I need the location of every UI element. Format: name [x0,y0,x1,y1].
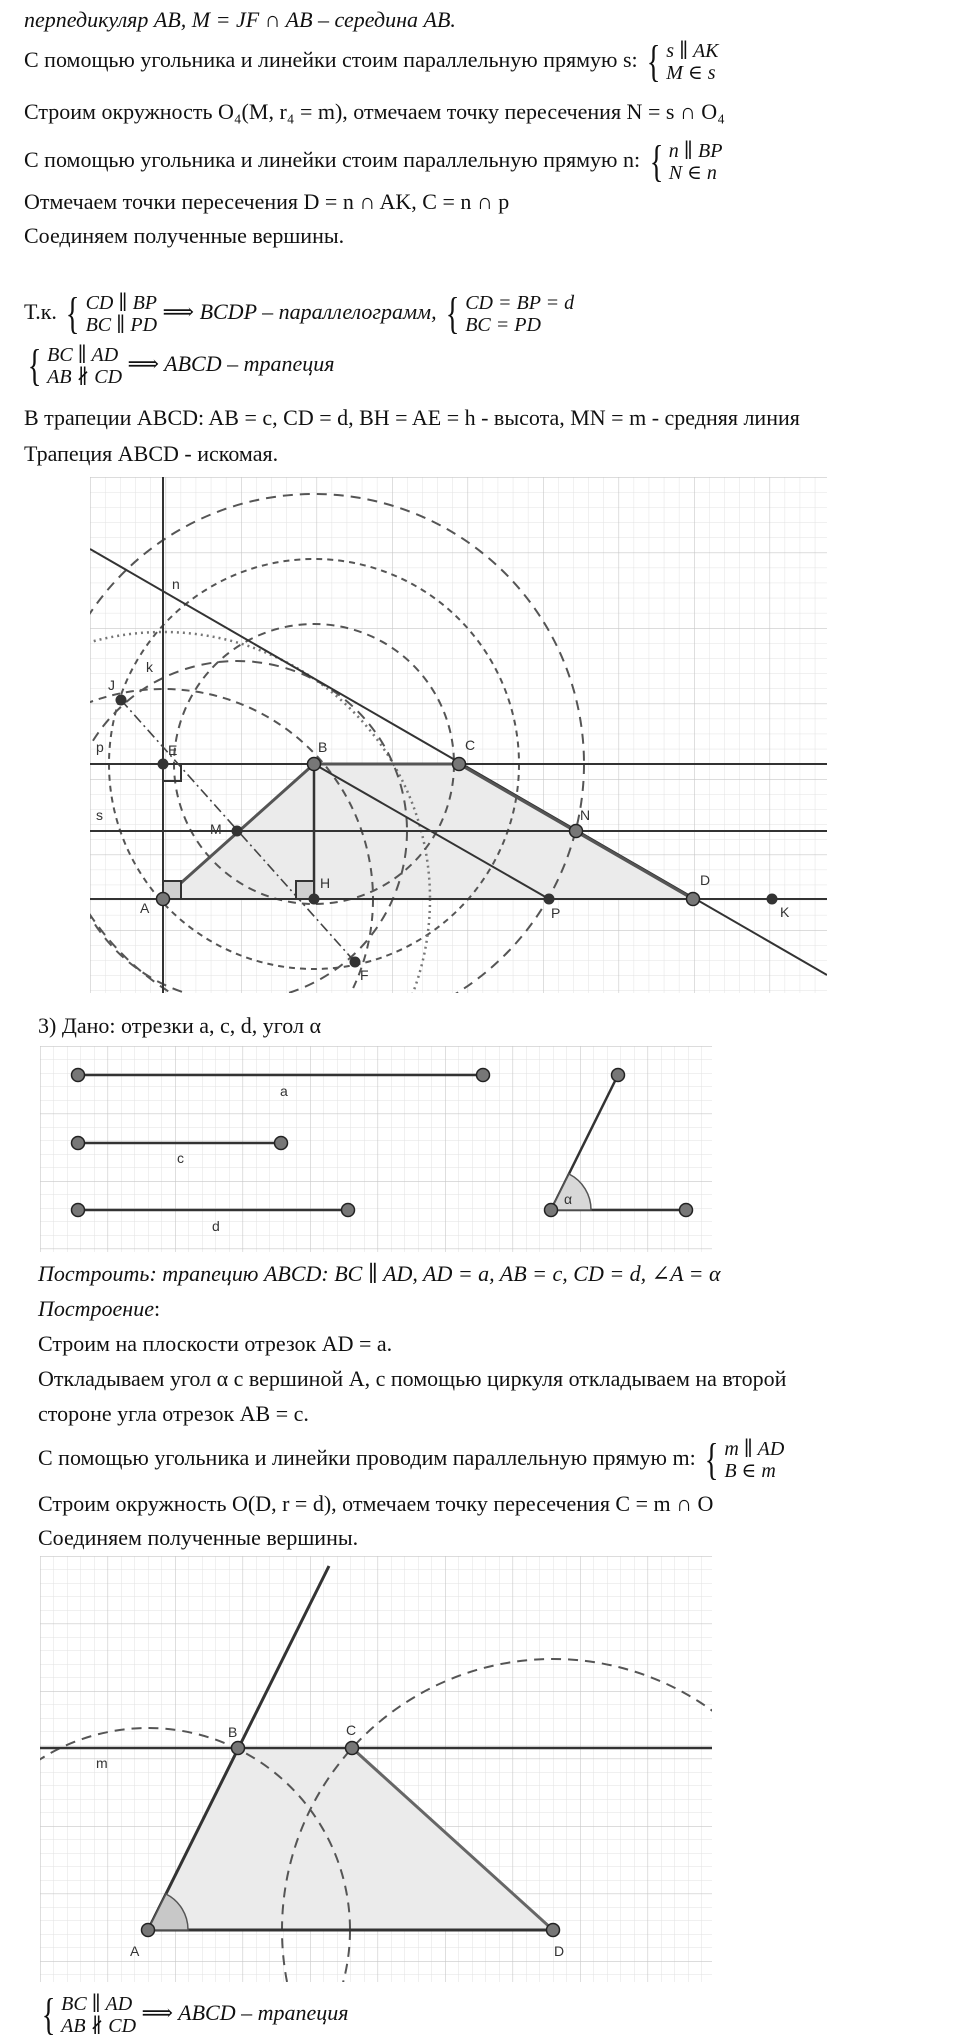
text-line-sought: Трапеция ABCD - искомая. [24,441,279,466]
build-text: : трапецию ABCD: BC ∥ AD, AD = a, AB = c, CD = d, ∠A = α [149,1261,721,1286]
text-line-intersections: Отмечаем точки пересечения D = n ∩ AK, C = n ∩ p [24,189,510,214]
text-line-perpendicular: перпедикуляр AB, M = JF ∩ AB – середина AB. [24,7,456,32]
text-step2a: Откладываем угол α с вершиной A, с помощью циркуля откладываем на второй [38,1366,787,1391]
label-j: J [108,677,115,693]
text-construction-label [38,1295,160,1323]
point-h [309,894,320,905]
label-m: M [210,821,222,837]
label-n: n [172,576,180,592]
point-d [687,893,700,906]
system-row: m ∥ AD [724,1438,785,1460]
text-line-parallel-s [24,37,719,86]
label-k-point: K [780,904,790,920]
system-row: AB ∦ CD [61,2015,137,2037]
label-f: F [360,967,369,983]
system-row: BC ∥ AD [61,1993,133,2015]
system-n: { n ∥ BP N ∈ n [649,137,723,186]
system-row: M ∈ s [666,62,716,84]
point-n [570,825,583,838]
text-step1: Строим на плоскости отрезок AD = a. [38,1331,393,1356]
label-c-2: C [346,1722,357,1738]
system-row: CD ∥ BP [85,292,158,314]
label-a: A [140,900,150,916]
system-row: BC ∥ PD [85,314,158,336]
text-step3 [38,1435,785,1484]
text-given: 3) Дано: отрезки a, c, d, угол α [38,1013,321,1038]
tk-mid: ⟹ BCDP – параллелограмм, [162,299,437,325]
system-row: BC = PD [465,314,541,336]
label-b: B [318,739,328,755]
point-d [547,1924,560,1937]
label-p-point: P [551,905,561,921]
step3-text: С помощью угольника и линейки проводим параллельную прямую m: [38,1445,696,1471]
construction-label: Построение [38,1296,154,1321]
point-f [350,957,361,968]
point-a [157,893,170,906]
point-m [232,826,243,837]
text-line-circle-o4: Строим окружность O₄(M, r₄ = m), отмечаем точку пересечения N = s ∩ O₄ [24,99,725,124]
label-n-point: N [580,807,591,823]
label-a-2: A [130,1943,140,1959]
label-s: s [96,807,103,823]
system-tk1: { CD ∥ BP BC ∥ PD [66,289,158,338]
system-row: CD = BP = d [465,292,575,314]
text-line-trapezoid [24,341,335,390]
label-p: p [96,739,104,755]
parallel-n-text: С помощью угольника и линейки стоим параллельную прямую n: [24,147,641,173]
label-h: H [320,875,331,891]
system-row: n ∥ BP [668,140,723,162]
label-c: C [465,737,476,753]
text-line-tk [24,289,575,338]
point-p [544,894,555,905]
label-segment-d: d [212,1218,220,1234]
label-angle-alpha: α [564,1191,573,1207]
point-j [116,695,127,706]
point-b [308,758,321,771]
text-line-parallel-n [24,137,723,186]
label-b-2: B [228,1724,238,1740]
text-step5: Соединяем полученные вершины. [38,1525,359,1550]
build-label: Построить [38,1261,150,1286]
point-b [232,1742,245,1755]
system-row: s ∥ AK [666,40,719,62]
point-a [142,1924,155,1937]
construction-figure-3 [36,1552,716,1986]
text-final [38,1990,349,2039]
label-d: D [700,872,711,888]
text-line-connect: Соединяем полученные вершины. [24,223,345,248]
text-line-in-trapezoid: В трапеции ABCD: AB = c, CD = d, BH = AE = h - высота, MN = m - средняя линия [24,405,800,430]
final-conclusion: ⟹ ABCD – трапеция [141,2000,349,2026]
construction-figure-1 [86,474,830,996]
system-row: BC ∥ AD [47,344,119,366]
label-k: k [146,659,153,675]
label-d-2: D [554,1943,565,1959]
text-step4: Строим окружность O(D, r = d), отмечаем точку пересечения C = m ∩ O [38,1491,714,1516]
system-final: { BC ∥ AD AB ∦ CD [41,1990,137,2039]
system-m: { m ∥ AD B ∈ m [704,1435,785,1484]
system-row: B ∈ m [724,1460,776,1482]
point-k [767,894,778,905]
label-segment-a: a [280,1083,288,1099]
text-step2b: стороне угла отрезок AB = c. [38,1401,309,1426]
label-m-line: m [96,1755,108,1771]
point-c [453,758,466,771]
point-e [158,759,169,770]
system-tk2: { CD = BP = d BC = PD [445,289,575,338]
text-build [38,1260,721,1288]
point-c [346,1742,359,1755]
system-s: { s ∥ AK M ∈ s [646,37,719,86]
label-e: E [168,742,178,758]
label-segment-c: c [177,1150,184,1166]
system-row: AB ∦ CD [47,366,123,388]
trap-conclusion: ⟹ ABCD – трапеция [127,351,335,377]
given-segments-figure [36,1042,716,1256]
construction-colon: : [153,1296,161,1321]
system-trap: { BC ∥ AD AB ∦ CD [27,341,123,390]
tk-prefix: Т.к. [24,299,57,325]
system-row: N ∈ n [668,162,717,184]
parallel-s-text: С помощью угольника и линейки стоим параллельную прямую s: [24,47,638,73]
